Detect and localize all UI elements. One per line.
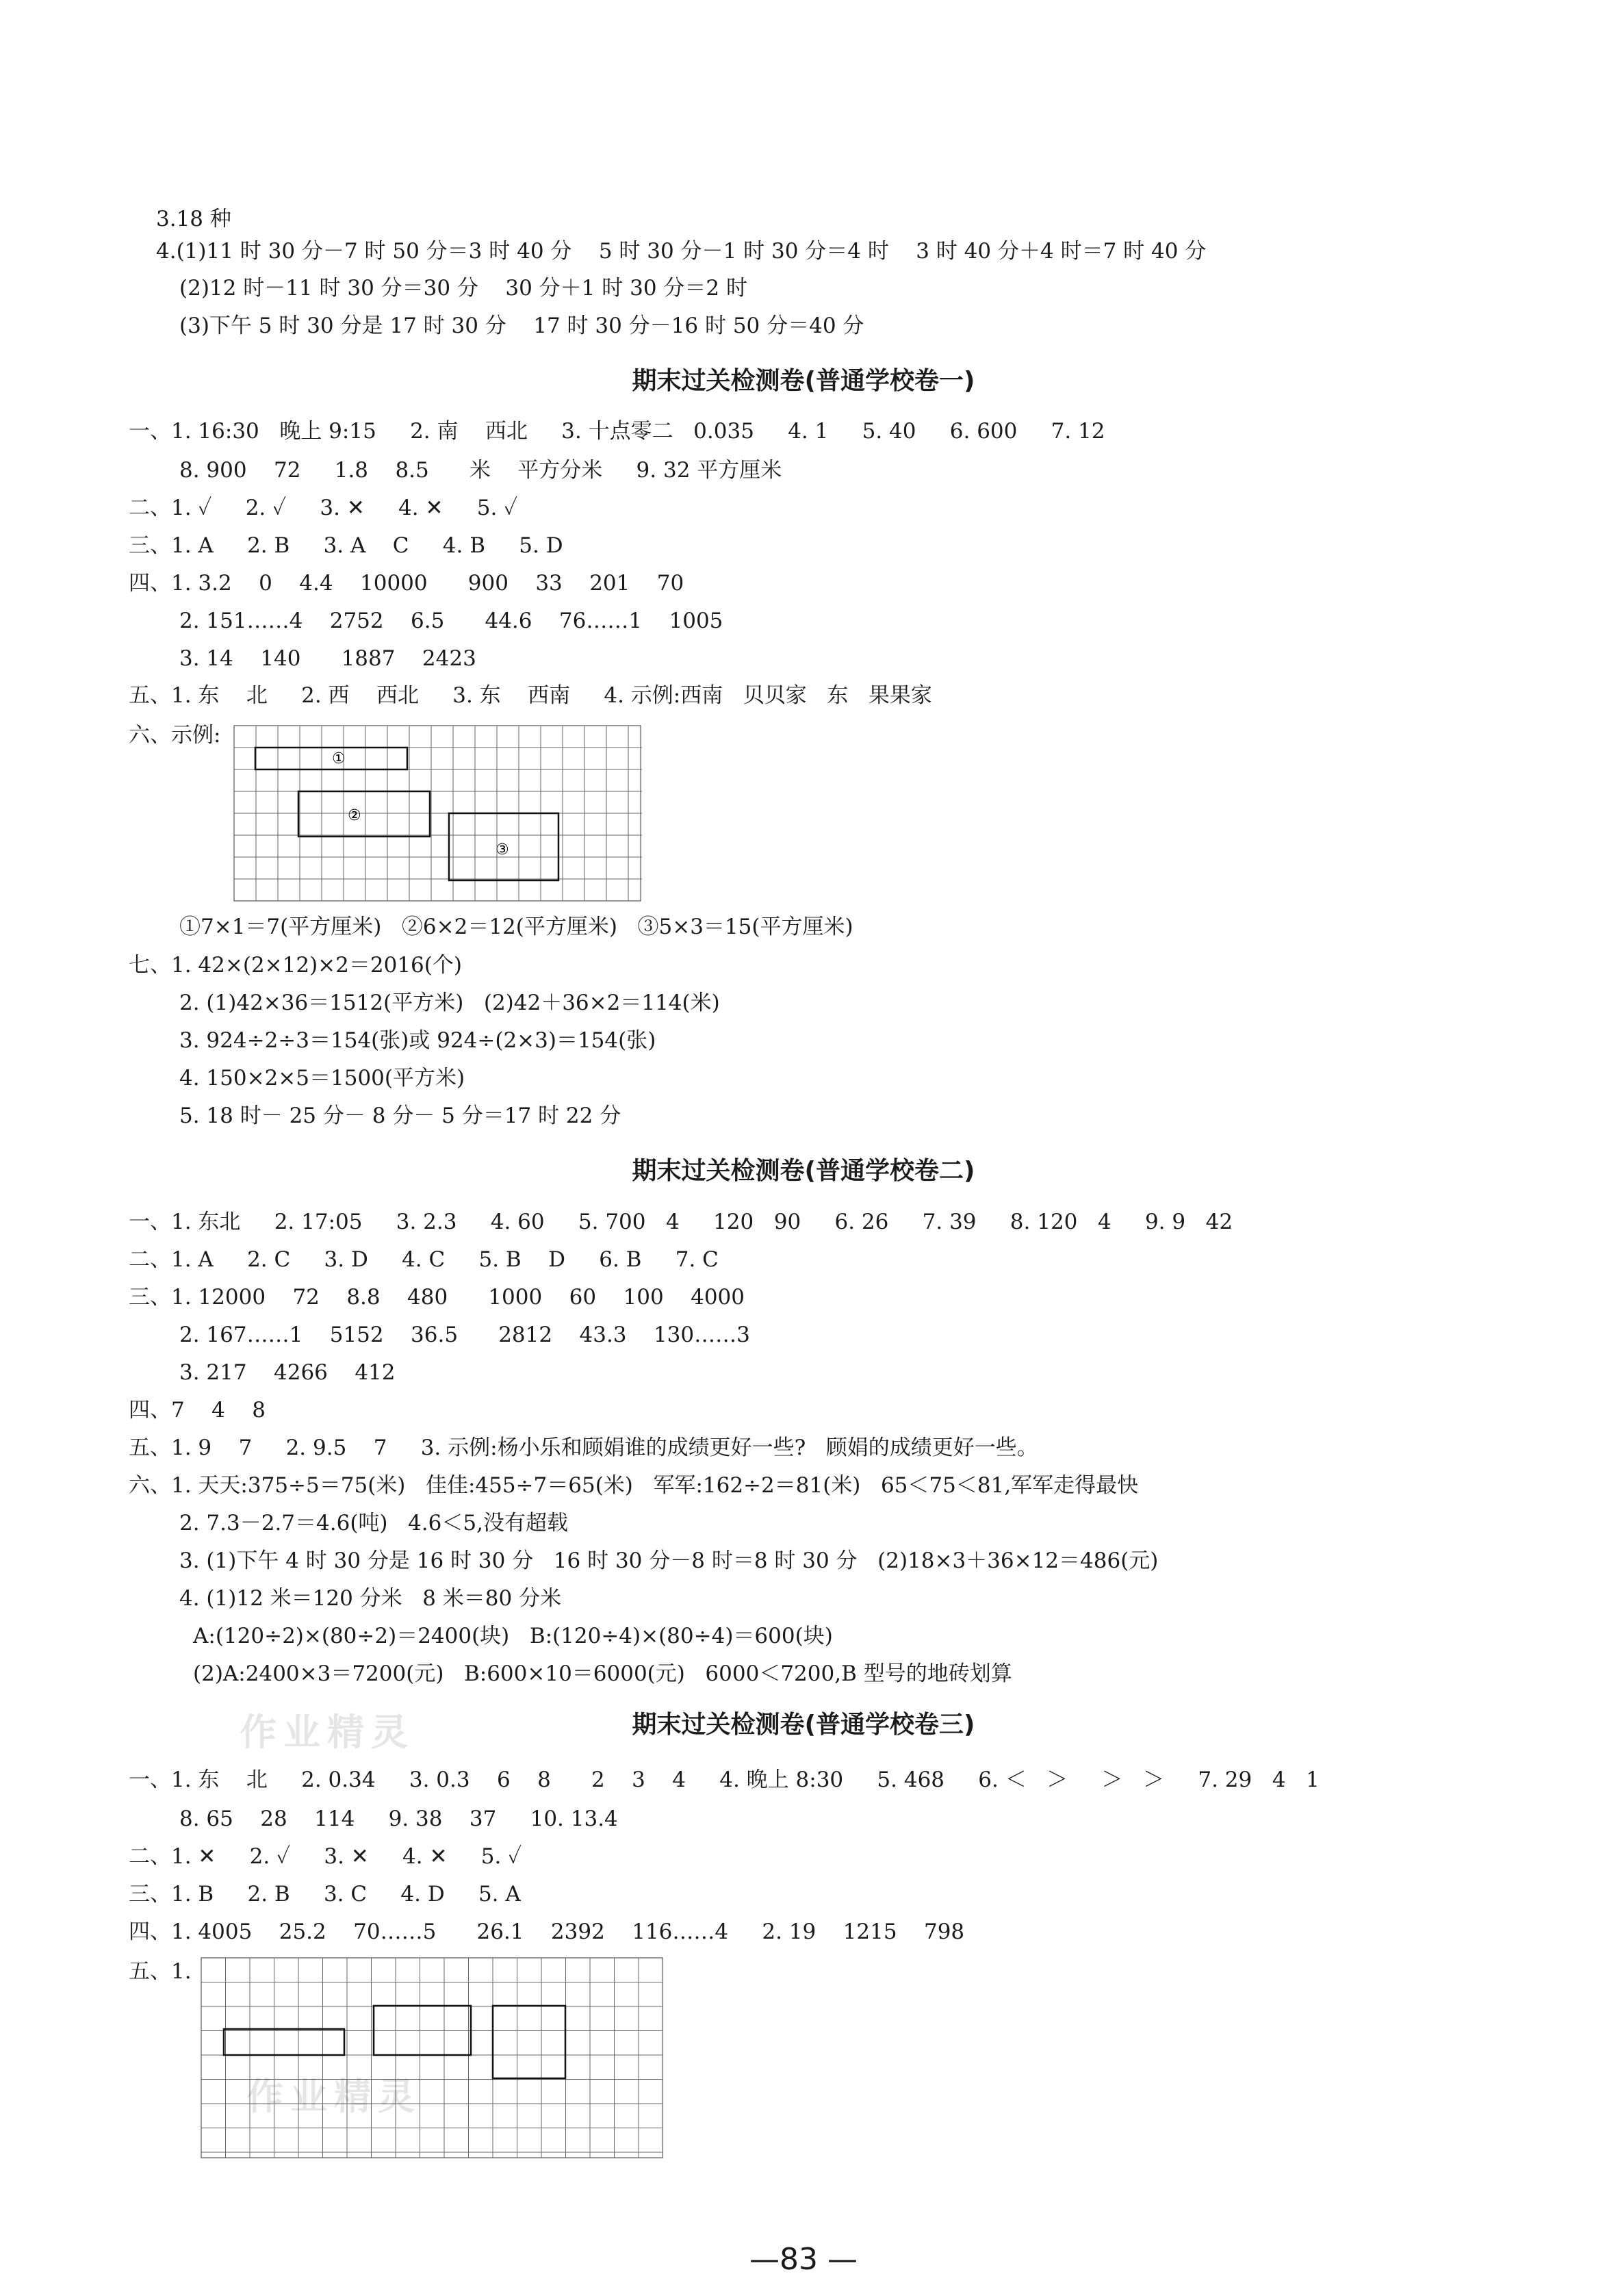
answer-line: A:(120÷2)×(80÷2)＝2400(块) B:(120÷4)×(80÷4)＝600(块) — [193, 1624, 833, 1648]
circle-label-2: ② — [348, 807, 361, 824]
watermark: 作业精灵 — [246, 2075, 422, 2118]
answer-line: 3.18 种 — [156, 207, 231, 231]
circle-label-1: ① — [332, 750, 346, 767]
rectangle-1 — [224, 2029, 344, 2055]
answer-line: 4. (1)12 米＝120 分米 8 米＝80 分米 — [179, 1586, 562, 1611]
answer-line: 二、1. A 2. C 3. D 4. C 5. B D 6. B 7. C — [129, 1247, 719, 1272]
answer-line: 二、1. ✕ 2. ✓ 3. ✕ 4. ✕ 5. ✓ — [129, 1844, 522, 1869]
answer-line: 2. 167……1 5152 36.5 2812 43.3 130……3 — [179, 1323, 750, 1347]
answer-line: (3)下午 5 时 30 分是 17 时 30 分 17 时 30 分－16 时 50 分＝40 分 — [179, 314, 864, 338]
answer-line: 8. 65 28 114 9. 38 37 10. 13.4 — [179, 1807, 618, 1831]
answer-line: 2. 7.3－2.7＝4.6(吨) 4.6＜5,没有超载 — [179, 1511, 568, 1535]
answer-line: 三、1. 12000 72 8.8 480 1000 60 100 4000 — [129, 1285, 745, 1310]
answer-line: 8. 900 72 1.8 8.5 米 平方分米 9. 32 平方厘米 — [179, 458, 782, 483]
answer-line: 三、1. B 2. B 3. C 4. D 5. A — [129, 1882, 521, 1906]
answer-line: 四、1. 3.2 0 4.4 10000 900 33 201 70 — [129, 571, 684, 596]
rectangle-2 — [298, 791, 430, 837]
answer-line: 3. 14 140 1887 2423 — [179, 646, 476, 671]
circle-label-3: ③ — [496, 841, 509, 858]
grid-figure-2 — [200, 1956, 664, 2159]
answer-line: 2. (1)42×36＝1512(平方米) (2)42＋36×2＝114(米) — [179, 991, 720, 1015]
page-number: —83 — — [749, 2242, 858, 2277]
rectangle-3 — [493, 2006, 565, 2078]
answer-line: 六、示例: — [129, 723, 221, 748]
answer-line: 3. 924÷2÷3＝154(张)或 924÷(2×3)＝154(张) — [179, 1028, 656, 1053]
answer-line: 五、1. 东 北 2. 西 西北 3. 东 西南 4. 示例:西南 贝贝家 东 果果家 — [129, 683, 932, 708]
answer-line: 一、1. 东 北 2. 0.34 3. 0.3 6 8 2 3 4 4. 晚上 8:30 5. 468 6. ＜ ＞ ＞ ＞ 7. 29 4 1 — [129, 1768, 1320, 1792]
answer-line: 三、1. A 2. B 3. A C 4. B 5. D — [129, 533, 563, 558]
answer-line: 一、1. 16:30 晚上 9:15 2. 南 西北 3. 十点零二 0.035 4. 1 5. 40 6. 600 7. 12 — [129, 419, 1105, 444]
section-title: 期末过关检测卷(普通学校卷三) — [632, 1711, 975, 1739]
grid-figure-1 — [233, 724, 643, 902]
answer-line: (2)12 时－11 时 30 分＝30 分 30 分＋1 时 30 分＝2 时 — [179, 276, 747, 301]
answer-line: 3. (1)下午 4 时 30 分是 16 时 30 分 16 时 30 分－8 时＝8 时 30 分 (2)18×3＋36×12＝486(元) — [179, 1548, 1159, 1573]
answer-line: 七、1. 42×(2×12)×2＝2016(个) — [129, 953, 462, 978]
answer-line: ①7×1＝7(平方厘米) ②6×2＝12(平方厘米) ③5×3＝15(平方厘米) — [179, 915, 853, 939]
answer-line: 二、1. ✓ 2. ✓ 3. ✕ 4. ✕ 5. ✓ — [129, 496, 518, 520]
section-title: 期末过关检测卷(普通学校卷一) — [632, 367, 975, 395]
answer-line: 4.(1)11 时 30 分－7 时 50 分＝3 时 40 分 5 时 30 分－1 时 30 分＝4 时 3 时 40 分＋4 时＝7 时 40 分 — [156, 239, 1207, 264]
answer-line: 一、1. 东北 2. 17:05 3. 2.3 4. 60 5. 700 4 120 90 6. 26 7. 39 8. 120 4 9. 9 42 — [129, 1210, 1233, 1234]
answer-line: 2. 151……4 2752 6.5 44.6 76……1 1005 — [179, 609, 723, 633]
answer-line: 五、1. 9 7 2. 9.5 7 3. 示例:杨小乐和顾娟谁的成绩更好一些? 顾娟的成绩更好一些。 — [129, 1436, 1038, 1460]
answer-line: 4. 150×2×5＝1500(平方米) — [179, 1066, 465, 1090]
watermark: 作业精灵 — [240, 1711, 415, 1754]
answer-line: 五、1. — [129, 1959, 192, 1984]
answer-line: (2)A:2400×3＝7200(元) B:600×10＝6000(元) 6000＜7200,B 型号的地砖划算 — [193, 1661, 1012, 1686]
answer-line: 四、1. 4005 25.2 70……5 26.1 2392 116……4 2. 19 1215 798 — [129, 1919, 965, 1944]
answer-line: 3. 217 4266 412 — [179, 1360, 396, 1385]
section-title: 期末过关检测卷(普通学校卷二) — [632, 1157, 975, 1185]
answer-line: 六、1. 天天:375÷5＝75(米) 佳佳:455÷7＝65(米) 军军:162÷2＝81(米) 65＜75＜81,军军走得最快 — [129, 1473, 1139, 1498]
answer-line: 四、7 4 8 — [129, 1398, 266, 1423]
answer-line: 5. 18 时－ 25 分－ 8 分－ 5 分＝17 时 22 分 — [179, 1104, 621, 1128]
